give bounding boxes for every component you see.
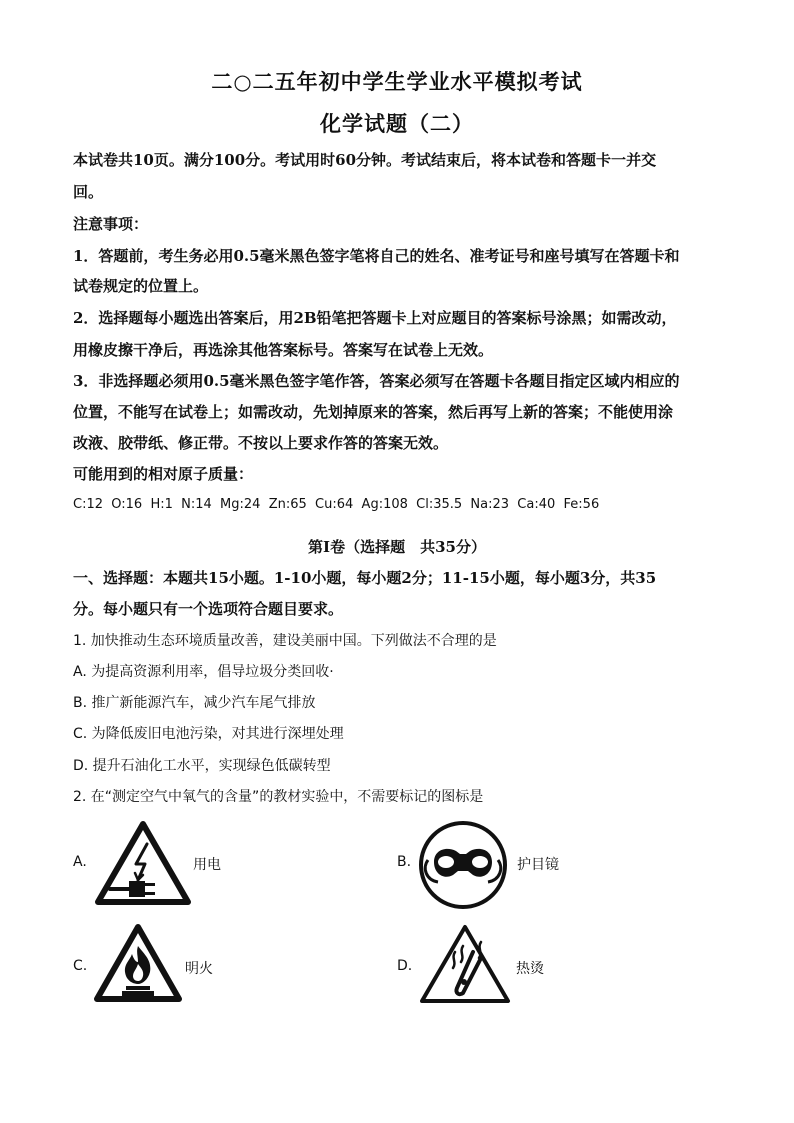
question-2-option-b-letter: B. [397,854,412,870]
question-1-option-c: C. 为降低废旧电池污染，对其进行深埋处理 [73,726,344,742]
question-2-option-d-label: 热烫 [516,961,544,977]
question-2-option-a-label: 用电 [193,857,221,873]
section-heading: 第Ⅰ卷（选择题 共35分） [308,538,486,556]
section-desc-line-2: 分。每小题只有一个选项符合题目要求。 [73,600,344,618]
note-3-line-3: 改液、胶带纸、修正带。不按以上要求作答的答案无效。 [73,434,449,452]
atomic-mass-list: C:12 O:16 H:1 N:14 Mg:24 Zn:65 Cu:64 Ag:108 Cl:35.5 Na:23 Ca:40 Fe:56 [73,497,600,512]
notes-heading: 注意事项： [73,215,149,233]
exam-title: 二○二五年初中学生学业水平模拟考试 [211,69,583,94]
atomic-mass-heading: 可能用到的相对原子质量： [73,465,254,483]
question-1-option-d: D. 提升石油化工水平，实现绿色低碳转型 [73,758,331,774]
question-2-option-a-letter: A. [73,854,87,870]
goggles-icon [416,818,510,912]
note-3-line-2: 位置，不能写在试卷上；如需改动，先划掉原来的答案，然后再写上新的答案；不能使用涂 [73,403,674,421]
note-1-line-2: 试卷规定的位置上。 [73,277,209,295]
open-flame-icon [92,922,184,1004]
note-2-line-2: 用橡皮擦干净后，再选涂其他答案标号。答案写在试卷上无效。 [73,341,494,359]
section-desc-line-1: 一、选择题：本题共15小题。1-10小题，每小题2分；11-15小题，每小题3分，共35 [73,569,657,587]
hot-surface-icon [417,922,513,1006]
question-1-option-b: B. 推广新能源汽车，减少汽车尾气排放 [73,695,316,711]
question-1-stem: 1. 加快推动生态环境质量改善，建设美丽中国。下列做法不合理的是 [73,633,497,649]
question-2-option-b-label: 护目镜 [517,857,559,873]
question-2-option-c-letter: C. [73,958,88,974]
intro-line-2: 回。 [73,183,104,201]
electricity-icon [92,818,194,908]
exam-subtitle: 化学试题（二） [320,111,474,136]
note-3-line-1: 3．非选择题必须用0.5毫米黑色签字笔作答，答案必须写在答题卡各题目指定区域内相应的 [73,372,680,390]
note-1-line-1: 1．答题前，考生务必用0.5毫米黑色签字笔将自己的姓名、准考证号和座号填写在答题卡和 [73,247,680,265]
question-1-option-a: A. 为提高资源利用率，倡导垃圾分类回收· [73,664,334,680]
intro-line-1: 本试卷共10页。满分100分。考试用时60分钟。考试结束后，将本试卷和答题卡一并交 [73,151,657,169]
question-2-stem: 2. 在“测定空气中氧气的含量”的教材实验中，不需要标记的图标是 [73,789,484,805]
question-2-option-d-letter: D. [397,958,413,974]
question-2-option-c-label: 明火 [185,961,213,977]
note-2-line-1: 2．选择题每小题选出答案后，用2B铅笔把答题卡上对应题目的答案标号涂黑；如需改动， [73,309,677,327]
